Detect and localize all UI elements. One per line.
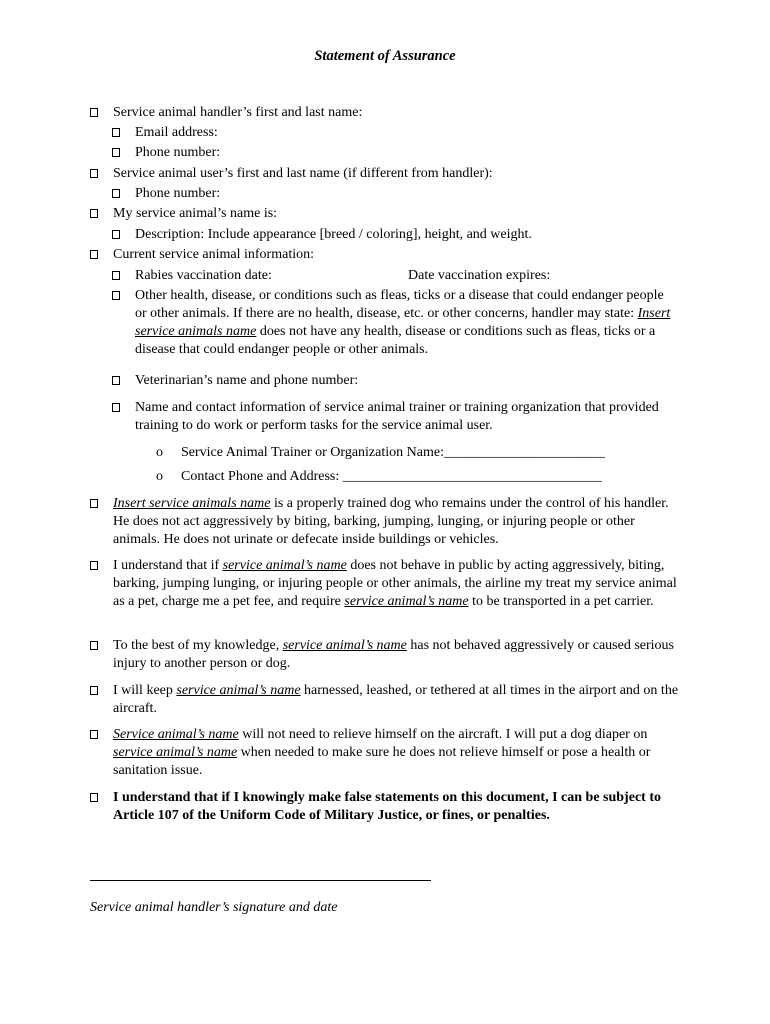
checkbox-item-harnessed[interactable] <box>90 682 680 718</box>
checkbox-item-other-health[interactable] <box>112 287 672 359</box>
checkbox-item-trainer[interactable] <box>112 399 662 435</box>
checkbox-item-rabies[interactable] <box>112 267 682 285</box>
item-label: My service animal’s name is: <box>113 206 278 221</box>
item-label: Current service animal information: <box>113 247 314 262</box>
placeholder-animal-name: service animal’s name <box>344 594 469 609</box>
checkbox[interactable] <box>90 686 98 695</box>
checkbox[interactable] <box>112 230 120 239</box>
checkbox-item-phone-user[interactable] <box>112 185 682 203</box>
checkbox[interactable] <box>90 169 98 178</box>
checkbox[interactable] <box>90 641 98 650</box>
item-label: Phone number: <box>135 145 221 160</box>
checkbox[interactable] <box>90 250 98 259</box>
item-label: Service animal handler’s first and last name: <box>113 105 363 120</box>
checkbox-item-phone-handler[interactable] <box>112 144 682 162</box>
item-label: Service animal user’s first and last name (if different from handler): <box>113 166 493 181</box>
checkbox[interactable] <box>112 403 120 412</box>
placeholder-animal-name: service animal’s name <box>176 683 301 698</box>
signature-line[interactable] <box>90 880 431 881</box>
checkbox-item-current-info[interactable] <box>90 246 690 264</box>
item-label: Service animal’s name will not need to relieve himself on the aircraft. I will put a dog diaper on service animal’s name when needed to make sure he does not relieve himself or pose a health or sanitation issue. <box>113 727 651 778</box>
signature-caption: Service animal handler’s signature and date <box>90 900 338 915</box>
checkbox[interactable] <box>112 376 120 385</box>
checkbox[interactable] <box>112 128 120 137</box>
checkbox[interactable] <box>112 189 120 198</box>
checkbox[interactable] <box>90 730 98 739</box>
checkbox[interactable] <box>90 499 98 508</box>
checkbox-item-vet[interactable] <box>112 372 682 390</box>
checkbox-item-description[interactable] <box>112 226 682 244</box>
checkbox-item-trained-dog[interactable] <box>90 495 680 549</box>
rabies-expires-label: Date vaccination expires: <box>408 268 551 283</box>
checkbox-item-handler-name[interactable] <box>90 104 690 122</box>
item-label: Rabies vaccination date: <box>135 268 272 283</box>
item-label: Name and contact information of service animal trainer or training organization that provided training to do work or perform tasks for the service animal user. <box>135 400 659 433</box>
bullet-marker: o <box>156 469 163 484</box>
item-label: Veterinarian’s name and phone number: <box>135 373 359 388</box>
checkbox[interactable] <box>112 148 120 157</box>
checkbox[interactable] <box>90 561 98 570</box>
placeholder-animal-name: service animal’s name <box>282 638 407 653</box>
placeholder-animal-name: Insert service animals name <box>135 306 671 339</box>
item-label: Other health, disease, or conditions such as fleas, ticks or a disease that could endanger people or other animals. If there are no health, disease, etc. or other concerns, handler may state: Insert service animals name does not have any health, disease or conditions such as fleas, ticks or a disease that could endanger people or other animals. <box>135 288 671 357</box>
checkbox[interactable] <box>90 209 98 218</box>
checkbox[interactable] <box>112 271 120 280</box>
checkbox-item-email[interactable] <box>112 124 682 142</box>
checkbox-item-user-name[interactable] <box>90 165 690 183</box>
item-label: To the best of my knowledge, service animal’s name has not behaved aggressively or caused serious injury to another person or dog. <box>113 638 674 671</box>
placeholder-animal-name: Service animal’s name <box>113 727 239 742</box>
placeholder-animal-name: service animal’s name <box>113 745 238 760</box>
bullet-marker: o <box>156 445 163 460</box>
checkbox-item-no-aggression[interactable] <box>90 637 690 673</box>
item-label: Phone number: <box>135 186 221 201</box>
item-label: I understand that if service animal’s name does not behave in public by acting aggressively, biting, barking, jumping lunging, or injuring people or other animals, the airline my treat my service animal as a pet, charge me a pet fee, and require service animal’s name to be transported in a pet carrier. <box>113 558 677 609</box>
placeholder-animal-name: Insert service animals name <box>113 496 271 511</box>
item-label: Insert service animals name is a properly trained dog who remains under the control of his handler. He does not act aggressively by biting, barking, jumping, lunging, or injuring people or other animals. He does not urinate or defecate inside buildings or vehicles. <box>113 496 669 547</box>
checkbox-item-relieve[interactable] <box>90 726 690 780</box>
checkbox-item-behavior[interactable] <box>90 557 680 611</box>
checkbox[interactable] <box>112 291 120 300</box>
checkbox[interactable] <box>90 108 98 117</box>
trainer-name-field[interactable]: Service Animal Trainer or Organization Name:_______________________ <box>181 445 605 460</box>
placeholder-animal-name: service animal’s name <box>222 558 347 573</box>
checkbox-item-animal-name[interactable] <box>90 205 690 223</box>
contact-field[interactable]: Contact Phone and Address: _____________________________________ <box>181 469 602 484</box>
page-title: Statement of Assurance <box>314 48 456 64</box>
item-label: Email address: <box>135 125 218 140</box>
item-label: I understand that if I knowingly make false statements on this document, I can be subject to Article 107 of the Uniform Code of Military Justice, or fines, or penalties. <box>113 790 661 823</box>
item-label: I will keep service animal’s name harnessed, leashed, or tethered at all times in the airport and on the aircraft. <box>113 683 679 716</box>
checkbox-item-false-statements[interactable] <box>90 789 670 825</box>
checkbox[interactable] <box>90 793 98 802</box>
item-label: Description: Include appearance [breed / coloring], height, and weight. <box>135 227 532 242</box>
